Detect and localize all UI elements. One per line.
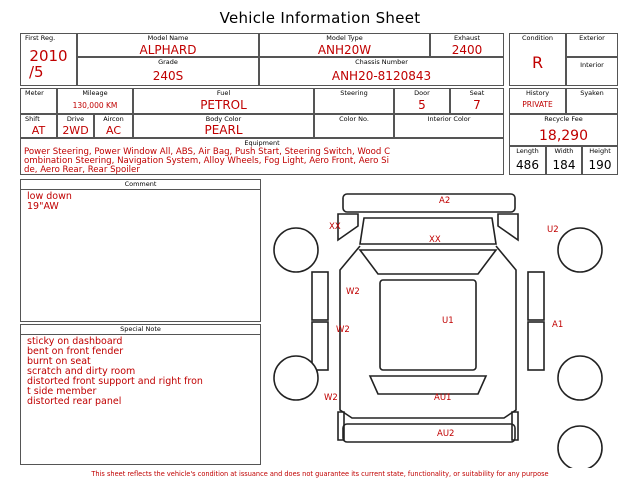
drive-cell bbox=[57, 114, 94, 138]
chassis-value: ANH20-8120843 bbox=[331, 69, 432, 83]
first-reg-label: First Reg. bbox=[25, 34, 56, 42]
exhaust-value: 2400 bbox=[451, 43, 483, 57]
history-cell bbox=[509, 88, 566, 114]
body-outline-shape bbox=[340, 246, 516, 418]
aircon-cell bbox=[94, 114, 133, 138]
history-label: History bbox=[525, 89, 550, 97]
damage-mark-u1: U1 bbox=[442, 316, 454, 326]
body-color-label: Body Color bbox=[205, 115, 242, 123]
model-name-cell bbox=[77, 33, 259, 57]
aircon-value: AC bbox=[105, 124, 121, 137]
aircon-label: Aircon bbox=[103, 115, 124, 123]
first-reg-year: 2010 bbox=[29, 47, 68, 65]
right-front-door-shape bbox=[528, 272, 544, 320]
mileage-cell bbox=[57, 88, 133, 114]
left-rear-door-shape bbox=[312, 322, 328, 370]
wheel-right-front-shape bbox=[558, 228, 602, 272]
interior-cell bbox=[566, 57, 618, 86]
damage-mark-w2-lower: W2 bbox=[324, 393, 338, 403]
right-front-fender-shape bbox=[498, 214, 518, 240]
length-label: Length bbox=[516, 147, 539, 155]
damage-mark-a2: A2 bbox=[439, 196, 451, 206]
special-note-text bbox=[27, 337, 203, 407]
special-note-line: scratch and dirty room bbox=[27, 366, 136, 377]
width-label: Width bbox=[554, 147, 574, 155]
shift-value: AT bbox=[31, 124, 46, 137]
body-color-value: PEARL bbox=[204, 123, 243, 137]
exterior-label: Exterior bbox=[579, 34, 605, 42]
body-color-cell bbox=[133, 114, 314, 138]
color-no-cell bbox=[314, 114, 394, 138]
special-note-line: distorted rear panel bbox=[27, 396, 122, 407]
recycle-fee-cell bbox=[509, 114, 618, 146]
comment-text bbox=[27, 192, 72, 212]
special-note-line: bent on front fender bbox=[27, 346, 124, 357]
model-name-label: Model Name bbox=[147, 34, 189, 42]
sheet-title: Vehicle Information Sheet bbox=[219, 9, 421, 27]
front-bumper-shape bbox=[343, 194, 515, 212]
seat-value: 7 bbox=[473, 98, 481, 112]
special-note-line: distorted front support and right fron bbox=[27, 376, 203, 387]
comment-line: 19"AW bbox=[27, 201, 59, 212]
damage-mark-xx-left: XX bbox=[329, 222, 341, 232]
windshield-shape bbox=[360, 250, 496, 274]
exterior-cell bbox=[566, 33, 618, 57]
fuel-label: Fuel bbox=[216, 89, 231, 97]
fuel-cell bbox=[133, 88, 314, 114]
exhaust-label: Exhaust bbox=[453, 34, 481, 42]
grade-label: Grade bbox=[158, 58, 178, 66]
equipment-line: ombination Steering, Navigation System, Alloy Wheels, Fog Light, Aero Front, Aero Si bbox=[24, 156, 389, 166]
comment-line: low down bbox=[27, 191, 72, 202]
height-value: 190 bbox=[588, 158, 612, 172]
width-value: 184 bbox=[552, 158, 576, 172]
meter-cell bbox=[20, 88, 57, 114]
special-note-line: sticky on dashboard bbox=[27, 336, 123, 347]
steering-label: Steering bbox=[340, 89, 368, 97]
right-rear-door-shape bbox=[528, 322, 544, 370]
wheel-left-rear-shape bbox=[274, 356, 318, 400]
damage-mark-w2-mid: W2 bbox=[336, 325, 350, 335]
meter-label: Meter bbox=[25, 89, 44, 97]
grade-value: 240S bbox=[152, 69, 184, 83]
recycle-fee-label: Recycle Fee bbox=[544, 115, 583, 123]
damage-mark-xx-center: XX bbox=[429, 235, 441, 245]
height-label: Height bbox=[589, 147, 611, 155]
interior-color-label: Interior Color bbox=[427, 115, 471, 123]
door-cell bbox=[394, 88, 450, 114]
color-no-label: Color No. bbox=[339, 115, 369, 123]
equipment-text bbox=[24, 148, 504, 175]
syaken-label: Syaken bbox=[580, 89, 604, 97]
left-front-door-shape bbox=[312, 272, 328, 320]
drive-label: Drive bbox=[66, 115, 85, 123]
interior-label: Interior bbox=[580, 61, 604, 69]
wheel-left-front-shape bbox=[274, 228, 318, 272]
history-value: PRIVATE bbox=[522, 100, 553, 109]
condition-label: Condition bbox=[521, 34, 554, 42]
comment-label: Comment bbox=[21, 180, 260, 190]
special-note-line: t side member bbox=[27, 386, 97, 397]
special-note-box bbox=[20, 324, 261, 465]
equipment-line: Power Steering, Power Window All, ABS, Air Bag, Push Start, Steering Switch, Wood C bbox=[24, 147, 391, 157]
mileage-label: Mileage bbox=[82, 89, 108, 97]
seat-cell bbox=[450, 88, 504, 114]
left-front-fender-shape bbox=[338, 214, 358, 240]
model-type-value: ANH20W bbox=[317, 43, 372, 57]
model-type-cell bbox=[259, 33, 430, 57]
equipment-cell bbox=[20, 138, 504, 175]
door-value: 5 bbox=[418, 98, 426, 112]
condition-cell bbox=[509, 33, 566, 86]
mileage-value: 130,000 KM bbox=[72, 101, 118, 110]
special-note-line: burnt on seat bbox=[27, 356, 91, 367]
recycle-fee-value: 18,290 bbox=[539, 128, 588, 144]
length-value: 486 bbox=[516, 158, 539, 172]
model-type-label: Model Type bbox=[326, 34, 363, 42]
spare-wheel-shape bbox=[558, 426, 602, 468]
door-label: Door bbox=[414, 89, 430, 97]
length-cell bbox=[509, 146, 546, 175]
syaken-cell bbox=[566, 88, 618, 114]
first-reg-cell bbox=[20, 33, 77, 86]
special-note-label: Special Note bbox=[21, 325, 260, 335]
width-cell bbox=[546, 146, 582, 175]
footer-disclaimer: This sheet reflects the vehicle's condition at issuance and does not guarantee its current state, functionality, or suitability for any purpose bbox=[91, 470, 549, 478]
steering-cell bbox=[314, 88, 394, 114]
damage-mark-u2: U2 bbox=[547, 225, 559, 235]
equipment-label: Equipment bbox=[244, 139, 280, 147]
chassis-label: Chassis Number bbox=[355, 58, 408, 66]
shift-label: Shift bbox=[25, 115, 40, 123]
interior-color-cell bbox=[394, 114, 504, 138]
damage-mark-au1: AU1 bbox=[434, 393, 452, 403]
equipment-line: de, Aero Rear, Rear Spoiler bbox=[24, 165, 140, 175]
damage-mark-w2-upper: W2 bbox=[346, 287, 360, 297]
height-cell bbox=[582, 146, 618, 175]
shift-cell bbox=[20, 114, 57, 138]
drive-value: 2WD bbox=[62, 124, 89, 137]
damage-mark-a1: A1 bbox=[552, 320, 564, 330]
roof-shape bbox=[380, 280, 476, 370]
grade-cell bbox=[77, 57, 259, 86]
fuel-value: PETROL bbox=[200, 98, 247, 112]
exhaust-cell bbox=[430, 33, 504, 57]
first-reg-month: /5 bbox=[29, 63, 44, 81]
rear-window-shape bbox=[370, 376, 486, 394]
wheel-right-rear-shape bbox=[558, 356, 602, 400]
damage-mark-au2: AU2 bbox=[437, 429, 455, 439]
chassis-cell bbox=[259, 57, 504, 86]
model-name-value: ALPHARD bbox=[139, 43, 197, 57]
rear-bumper-shape bbox=[343, 424, 515, 442]
hood-shape bbox=[360, 218, 496, 244]
comment-box bbox=[20, 179, 261, 322]
condition-value: R bbox=[531, 53, 544, 72]
seat-label: Seat bbox=[469, 89, 485, 97]
car-diagram bbox=[262, 178, 632, 468]
